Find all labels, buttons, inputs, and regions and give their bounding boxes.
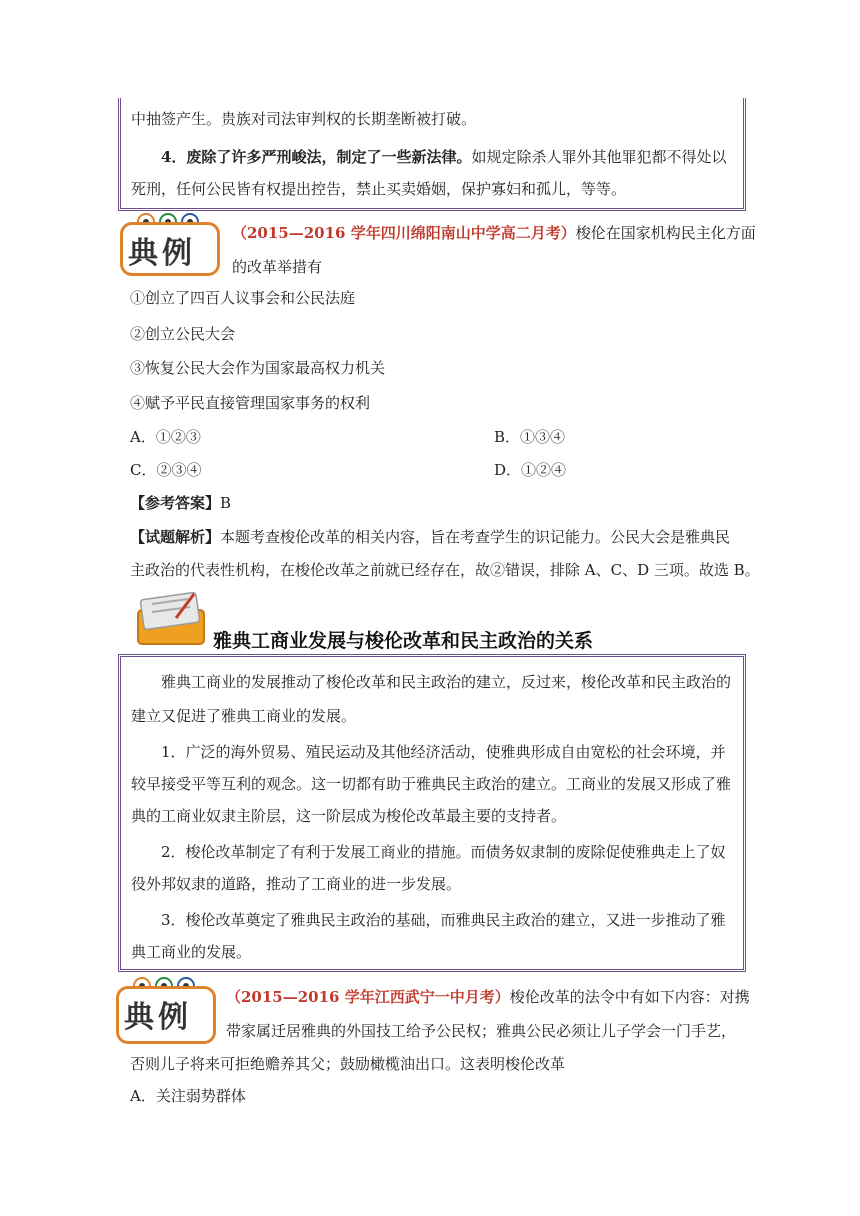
example1-question-a: 梭伦在国家机构民主化方面 <box>575 224 756 242</box>
point2-line-2: 役外邦奴隶的道路，推动了工商业的进一步发展。 <box>131 875 462 893</box>
answer-value: B <box>220 494 232 512</box>
example2-q2: 带家属迁居雅典的外国技工给予公民权；雅典公民必须让儿子学会一门手艺， <box>226 1022 737 1040</box>
badge-text: 典例 <box>128 236 196 271</box>
section-box <box>118 654 746 972</box>
box-item-4-rest: 如规定除杀人罪外其他罪犯都不得处以 <box>471 148 727 166</box>
point3-line-2: 典工商业的发展。 <box>131 943 252 961</box>
statement-3: ③恢复公民大会作为国家最高权力机关 <box>130 359 386 377</box>
example-badge-1 <box>120 212 220 274</box>
example2-q1: 梭伦改革的法令中有如下内容：对携 <box>509 988 750 1006</box>
box-item-4-line2: 死刑，任何公民皆有权提出控告，禁止买卖婚姻，保护寡妇和孤儿，等等。 <box>131 180 627 198</box>
answer <box>130 493 740 513</box>
point1-line-2: 较早接受平等互利的观念。这一切都有助于雅典民主政治的建立。工商业的发展又形成了雅 <box>131 775 732 793</box>
option-c: C．②③④ <box>130 461 202 479</box>
top-note-box <box>118 98 746 211</box>
option-a: A．①②③ <box>130 428 201 446</box>
book-icon <box>132 588 212 648</box>
intro-line-2: 建立又促进了雅典工商业的发展。 <box>131 707 357 725</box>
analysis <box>130 527 740 547</box>
box-item-4-bold: 4．废除了许多严刑峻法，制定了一些新法律。 <box>161 148 472 166</box>
example2-source: （2015—2016 学年江西武宁一中月考） <box>226 988 510 1006</box>
section-title: 雅典工商业发展与梭伦改革和民主政治的关系 <box>213 630 594 652</box>
analysis-label: 【试题解析】 <box>130 528 221 546</box>
badge-text: 典例 <box>124 1000 192 1035</box>
example2-option-a: A．关注弱势群体 <box>130 1087 246 1105</box>
point1-line-3: 典的工商业奴隶主阶层，这一阶层成为梭伦改革最主要的支持者。 <box>131 807 567 825</box>
box-line-1: 中抽签产生。贵族对司法审判权的长期垄断被打破。 <box>131 110 477 128</box>
point1-line-1: 1．广泛的海外贸易、殖民运动及其他经济活动，使雅典形成自由宽松的社会环境，并 <box>161 743 726 761</box>
analysis-line-1: 本题考查梭伦改革的相关内容，旨在考查学生的识记能力。公民大会是雅典民 <box>220 528 731 546</box>
intro-line-1: 雅典工商业的发展推动了梭伦改革和民主政治的建立，反过来，梭伦改革和民主政治的 <box>161 673 732 691</box>
example2-q3: 否则儿子将来可拒绝赡养其父；鼓励橄榄油出口。这表明梭伦改革 <box>130 1055 566 1073</box>
point3-line-1: 3．梭伦改革奠定了雅典民主政治的基础，而雅典民主政治的建立，又进一步推动了雅 <box>161 911 726 929</box>
statement-1: ①创立了四百人议事会和公民法庭 <box>130 289 356 307</box>
statement-2: ②创立公民大会 <box>130 325 236 343</box>
analysis-line-2: 主政治的代表性机构，在梭伦改革之前就已经存在，故②错误，排除 A、C、D 三项。故选 B。 <box>130 561 760 579</box>
example2-question <box>226 986 750 1007</box>
option-d: D．①②④ <box>494 461 567 479</box>
answer-label: 【参考答案】 <box>130 494 221 512</box>
example1-question <box>232 222 756 243</box>
example1-source: （2015—2016 学年四川绵阳南山中学高二月考） <box>232 224 576 242</box>
box-item-4 <box>161 146 726 167</box>
point2-line-1: 2．梭伦改革制定了有利于发展工商业的措施。而债务奴隶制的废除促使雅典走上了奴 <box>161 843 726 861</box>
statement-4: ④赋予平民直接管理国家事务的权利 <box>130 394 371 412</box>
option-b: B．①③④ <box>494 428 566 446</box>
example-badge-2 <box>116 976 216 1038</box>
example1-question-b: 的改革举措有 <box>232 258 323 276</box>
